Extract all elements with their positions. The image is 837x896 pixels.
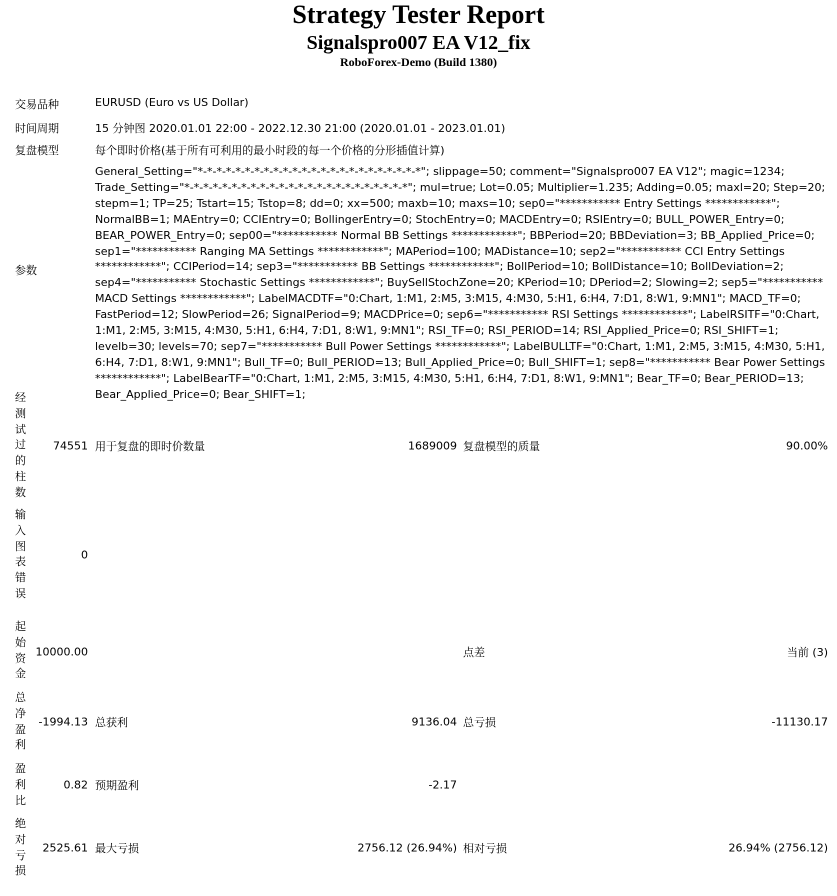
- errors-value: 0: [81, 548, 88, 562]
- deposit-label: 起始资金: [15, 620, 26, 681]
- stats-row-errors: [0, 507, 837, 603]
- ticks-label: 用于复盘的即时价数量: [95, 440, 205, 453]
- gross-loss-value: -11130.17: [771, 715, 828, 729]
- server-build: RoboForex-Demo (Build 1380): [339, 55, 498, 69]
- errors-label: 输入图表错误: [15, 508, 26, 600]
- ticks-value: 1689009: [408, 439, 457, 453]
- gross-loss-label: 总亏损: [463, 716, 496, 729]
- net-label: 总净盈利: [15, 691, 26, 752]
- symbol-label: 交易品种: [15, 98, 59, 111]
- model-label: 复盘模型: [15, 144, 59, 157]
- period-label: 时间周期: [15, 122, 59, 135]
- max-dd-label: 最大亏损: [95, 842, 139, 855]
- abs-dd-label: 绝对亏损: [15, 817, 26, 878]
- abs-dd-value: 2525.61: [42, 841, 88, 855]
- deposit-value: 10000.00: [35, 645, 88, 659]
- model-value: 每个即时价格(基于所有可利用的最小时段的每一个价格的分形插值计算): [95, 144, 445, 157]
- stats-row-net: [0, 690, 837, 754]
- params-label: 参数: [15, 264, 37, 277]
- bars-label: 经测试过的柱数: [15, 391, 26, 499]
- rel-dd-value: 26.94% (2756.12): [728, 841, 828, 855]
- ea-name: Signalspro007 EA V12_fix: [306, 32, 531, 54]
- quality-value: 90.00%: [786, 439, 828, 453]
- pf-label: 盈利比: [15, 762, 26, 807]
- expected-value: -2.17: [428, 778, 457, 792]
- gross-profit-label: 总获利: [95, 716, 128, 729]
- period-value: 15 分钟图 2020.01.01 22:00 - 2022.12.30 21:00 (2020.01.01 - 2023.01.01): [95, 122, 506, 135]
- spread-label: 点差: [463, 646, 485, 659]
- gross-profit-value: 9136.04: [411, 715, 457, 729]
- symbol-value: EURUSD (Euro vs US Dollar): [95, 96, 249, 109]
- rel-dd-label: 相对亏损: [463, 842, 507, 855]
- net-value: -1994.13: [38, 715, 88, 729]
- stats-row-drawdown: [0, 816, 837, 880]
- report-title: Strategy Tester Report: [292, 0, 545, 29]
- max-dd-value: 2756.12 (26.94%): [357, 841, 457, 855]
- expected-label: 预期盈利: [95, 779, 139, 792]
- bars-value: 74551: [53, 439, 88, 453]
- pf-value: 0.82: [63, 778, 88, 792]
- quality-label: 复盘模型的质量: [463, 440, 540, 453]
- params-value: General_Setting="*-*-*-*-*-*-*-*-*-*-*-*-*-*-*-*-*-*-*-*-*-*-*-*"; slippage=50; comment="Signalspro007 EA V12"; magic=1234; Trade_Setting="*-*-*-*-*-*-*-*-*-*-*-*-*-*-*-*-*-*-*-*-*-*-*-*"; mul=true; Lot=0.05; Multiplier=1.235; Adding=0.05; maxl=20; Step=20; stepm=1; TP=25; Tstart=15; Tstop=8; dd=0; xx=500; maxb=10; maxs=10; sep0="*********** Entry Settings ************"; NormalBB=1; MAEntry=0; CCIEntry=0; BollingerEntry=0; StochEntry=0; MACDEntry=0; RSIEntry=0; BULL_POWER_Entry=0; BEAR_POWER_Entry=0; sep00="*********** Normal BB Settings ************"; BBPeriod=20; BBDeviation=3; BB_Applied_Price=0; sep1="*********** Ranging MA Settings ************"; MAPeriod=100; MADistance=10; sep2="*********** CCI Entry Settings ************"; CCIPeriod=14; sep3="*********** BB Settings ************"; BollPeriod=10; BollDistance=10; BollDeviation=2; sep4="*********** Stochastic Settings ************"; BuySellStochZone=20; KPeriod=10; DPeriod=2; Slowing=2; sep5="*********** MACD Settings ************"; LabelMACDTF="0:Chart, 1:M1, 2:M5, 3:M15, 4:M30, 5:H1, 6:H4, 7:D1, 8:W1, 9:MN1"; MACD_TF=0; FastPeriod=12; SlowPeriod=26; SignalPeriod=9; MACDPrice=0; sep6="*********** RSI Settings ************"; LabelRSITF="0:Chart, 1:M1, 2:M5, 3:M15, 4:M30, 5:H1, 6:H4, 7:D1, 8:W1, 9:MN1"; RSI_TF=0; RSI_PERIOD=14; RSI_Applied_Price=0; RSI_SHIFT=1; levelb=30; levels=70; sep7="*********** Bull Power Settings ************"; LabelBULLTF="0:Chart, 1:M1, 2:M5, 3:M15, 4:M30, 5:H1, 6:H4, 7:D1, 8:W1, 9:MN1"; Bull_TF=0; Bull_PERIOD=13; Bull_Applied_Price=0; Bull_SHIFT=1; sep8="*********** Bear Power Settings ************"; LabelBearTF="0:Chart, 1:M1, 2:M5, 3:M15, 4:M30, 5:H1, 6:H4, 7:D1, 8:W1, 9:MN1"; Bear_TF=0; Bear_PERIOD=13; Bear_Applied_Price=0; Bear_SHIFT=1;: [95, 165, 826, 401]
- stats-row-bars: [0, 390, 837, 502]
- stats-row-pf: [0, 761, 837, 809]
- spread-value: 当前 (3): [786, 646, 828, 659]
- stats-row-deposit: [0, 619, 837, 685]
